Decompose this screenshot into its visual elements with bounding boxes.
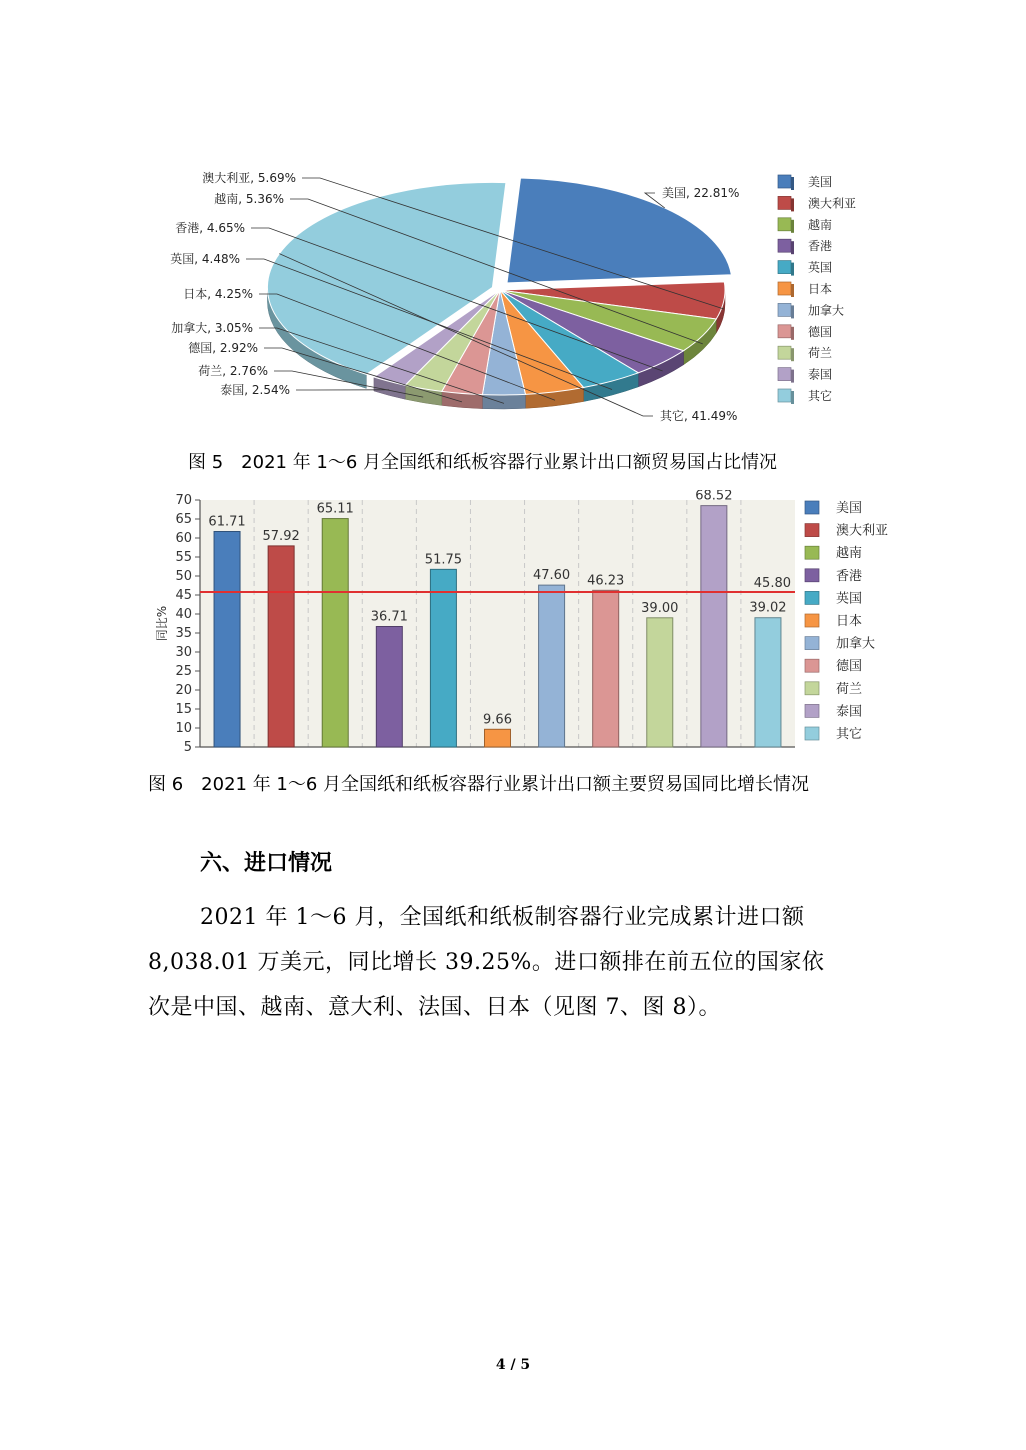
pie-legend-swatch-side [791,220,794,233]
bar-legend-swatch [805,591,819,604]
y-tick-label: 55 [175,550,192,565]
bar-legend-swatch [805,637,819,650]
y-tick-label: 10 [175,721,192,736]
bar-legend-label: 澳大利亚 [836,523,889,539]
bar-legend-swatch [805,659,819,672]
y-tick-label: 35 [175,626,192,641]
y-tick-label: 40 [175,607,192,622]
pie-caption: 图 5 2021 年 1～6 月全国纸和纸板容器行业累计出口额贸易国占比情况 [188,452,778,473]
pie-legend-swatch [778,325,791,338]
bar-legend-swatch [805,682,819,695]
pie-data-label: 日本, 4.25% [183,287,253,301]
y-tick-label: 70 [175,493,192,508]
y-tick-label: 60 [175,531,192,546]
y-axis-label: 同比% [155,605,169,642]
pie-legend-swatch-side [791,370,794,383]
pie-data-label: 德国, 2.92% [188,341,258,355]
pie-data-label: 越南, 5.36% [214,192,284,206]
pie-data-label: 英国, 4.48% [170,252,240,266]
bar [485,729,511,747]
y-tick-label: 45 [175,588,192,603]
pie-legend-swatch [778,261,791,274]
bar-legend-label: 荷兰 [836,681,863,697]
bar [268,546,294,747]
bar-legend-label: 越南 [836,546,863,562]
bar-legend-swatch [805,614,819,627]
section-heading: 六、进口情况 [200,851,333,876]
bar-caption: 图 6 2021 年 1～6 月全国纸和纸板容器行业累计出口额主要贸易国同比增长情况 [148,774,810,795]
bar-data-label: 65.11 [316,501,354,517]
pie-data-label: 美国, 22.81% [662,186,740,200]
bar-legend-swatch [805,524,819,537]
y-tick-label: 15 [175,702,192,717]
pie-legend-swatch-side [791,241,794,254]
y-tick-label: 65 [175,512,192,527]
pie-legend-swatch [778,218,791,231]
bar-data-label: 47.60 [532,568,571,584]
bar [701,506,727,747]
pie-data-label: 其它, 41.49% [660,409,738,423]
paragraph-line-3: 次是中国、越南、意大利、法国、日本（见图 7、图 8）。 [148,995,721,1020]
pie-legend-label: 泰国 [808,367,833,382]
pie-legend-swatch [778,346,791,359]
pie-legend-swatch-side [791,177,794,190]
pie-legend-label: 越南 [808,217,833,232]
bar-legend-label: 日本 [836,614,863,629]
bar [376,627,402,747]
bar-legend-label: 德国 [836,659,863,675]
pie-legend-label: 加拿大 [808,303,845,318]
pie-chart [150,160,890,440]
y-tick-label: 50 [175,569,192,584]
bar-data-label: 68.52 [695,490,733,504]
pie-data-label: 荷兰, 2.76% [198,364,268,378]
pie-legend-swatch-side [791,284,794,297]
bar-data-label: 36.71 [370,609,408,625]
page-number: 4 / 5 [495,1357,531,1373]
pie-legend-swatch-side [791,391,794,404]
pie-legend-swatch [778,196,791,209]
bar-legend-swatch [805,546,819,559]
pie-legend-label: 德国 [808,324,833,339]
bar-chart [150,490,890,752]
paragraph-line-2: 8,038.01 万美元，同比增长 39.25%。进口额排在前五位的国家依 [148,950,825,975]
y-tick-label: 30 [175,645,192,660]
pie-data-label: 香港, 4.65% [175,221,245,235]
bar [214,532,240,747]
bar-data-label: 39.02 [749,600,787,616]
pie-legend-label: 英国 [808,260,833,275]
y-tick-label: 25 [175,664,192,679]
pie-legend-swatch-side [791,305,794,318]
pie-legend-label: 美国 [808,175,833,189]
bar-data-label: 51.75 [424,552,463,568]
y-tick-label: 5 [183,740,192,752]
bar-data-label: 57.92 [262,528,300,544]
pie-legend-swatch-side [791,327,794,340]
paragraph-line-1: 2021 年 1～6 月，全国纸和纸板制容器行业完成累计进口额 [200,905,805,930]
bar-data-label: 61.71 [208,514,246,530]
bar-legend-swatch [805,727,819,740]
pie-legend-label: 其它 [808,389,833,403]
pie-legend-label: 日本 [808,282,833,296]
bar-legend-label: 泰国 [836,704,863,720]
pie-legend-swatch [778,303,791,316]
bar [430,569,456,747]
pie-legend-swatch-side [791,198,794,211]
pie-legend-swatch [778,389,791,402]
bar-legend-label: 其它 [836,727,863,742]
pie-legend-swatch [778,239,791,252]
bar [539,585,565,747]
pie-legend-swatch [778,175,791,188]
pie-legend-label: 荷兰 [808,346,833,361]
pie-legend-label: 香港 [808,239,833,254]
bar-legend-swatch [805,704,819,717]
bar-data-label: 46.23 [587,573,625,589]
pie-legend-label: 澳大利亚 [808,196,857,211]
pie-data-label: 泰国, 2.54% [220,383,290,397]
pie-data-label: 加拿大, 3.05% [171,321,253,335]
bar-data-label: 9.66 [483,712,512,728]
pie-legend-swatch [778,368,791,381]
pie-legend-swatch-side [791,263,794,276]
bar [322,519,348,747]
pie-legend-swatch [778,282,791,295]
bar [593,590,619,747]
bar-legend-label: 美国 [836,501,863,516]
bar-legend-label: 香港 [836,568,863,584]
y-tick-label: 20 [175,683,192,698]
pie-legend-swatch-side [791,348,794,361]
pie-data-label: 澳大利亚, 5.69% [202,171,296,185]
bar-legend-label: 加拿大 [836,636,876,652]
bar-data-label: 39.00 [641,600,679,616]
bar-legend-swatch [805,501,819,514]
bar [647,618,673,747]
reference-line-label: 45.80 [753,575,791,591]
bar-legend-swatch [805,569,819,582]
pie-slice-side [482,394,525,409]
bar-legend-label: 英国 [836,591,863,607]
bar [755,618,781,747]
